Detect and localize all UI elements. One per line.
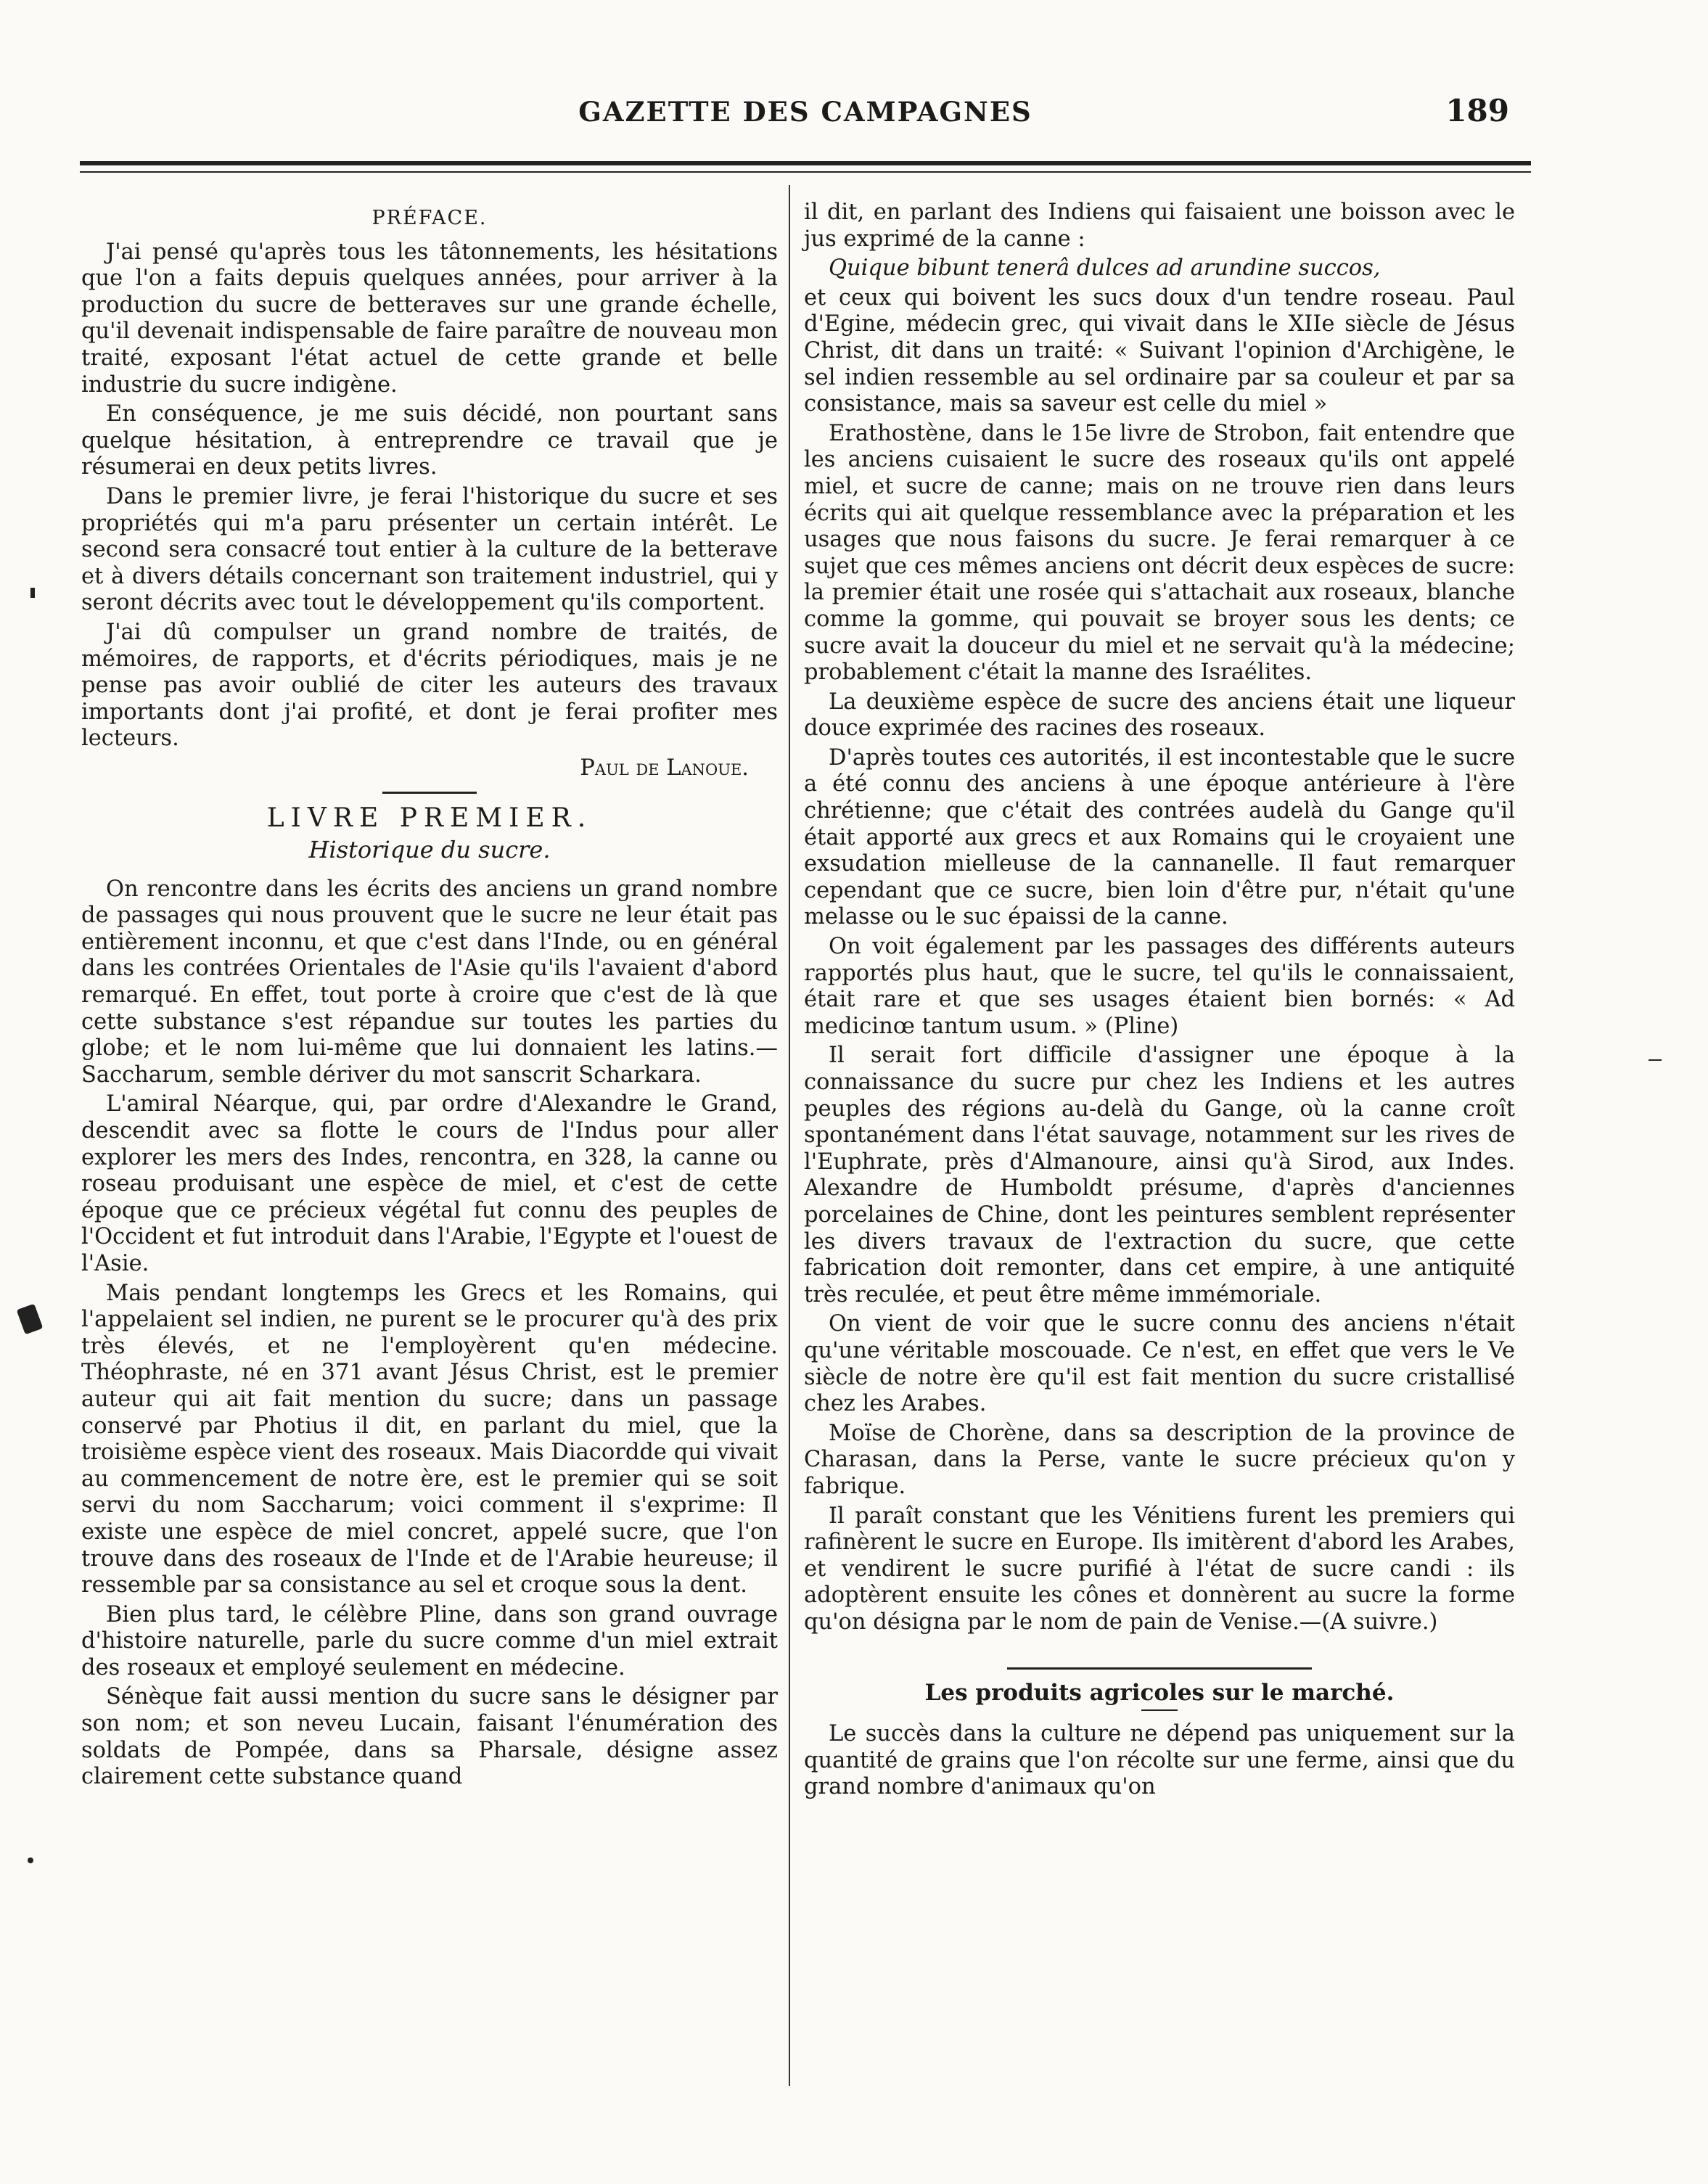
margin-speck	[30, 588, 35, 598]
preface-paragraph: Dans le premier livre, je ferai l'historique du sucre et ses propriétés qui m'a paru présenter un certain intérêt. Le second sera consacré tout entier à la culture de la betterave et à divers détails concernant son traitement industriel, qui y seront décrits avec tout le développement qu'ils comportent.	[81, 483, 778, 616]
margin-speck	[17, 1304, 44, 1335]
preface-paragraph: J'ai dû compulser un grand nombre de traités, de mémoires, de rapports, et d'écrits périodiques, mais je ne pense pas avoir oublié de citer les auteurs des travaux importants dont j'ai profité, et dont je ferai profiter mes lecteurs.	[81, 619, 778, 752]
history-paragraph: L'amiral Néarque, qui, par ordre d'Alexandre le Grand, descendit avec sa flotte le cours de l'Indus pour aller explorer les mers des Indes, rencontra, en 328, la canne ou roseau produisant une espèce de miel, et c'est de cette époque que ce précieux végétal fut connu des peuples de l'Occident et fut introduit dans l'Arabie, l'Egypte et l'ouest de l'Asie.	[81, 1091, 778, 1276]
latin-quote: Quique bibunt tenerâ dulces ad arundine succos,	[829, 255, 1381, 282]
column-divider	[789, 185, 790, 2086]
section-title-rule	[1141, 1709, 1178, 1711]
page-number: 189	[1445, 93, 1509, 128]
book-subtitle: Historique du sucre.	[308, 836, 551, 864]
preface-paragraph: En conséquence, je me suis décidé, non pourtant sans quelque hésitation, à entreprendre ce travail que je résumerai en deux petits livres.	[81, 401, 778, 480]
history-paragraph: Bien plus tard, le célèbre Pline, dans son grand ouvrage d'histoire naturelle, parle du sucre comme d'un miel extrait des roseaux et employé seulement en médecine.	[81, 1601, 778, 1680]
continued-paragraph: il dit, en parlant des Indiens qui faisaient une boisson avec le jus exprimé de la canne :	[804, 200, 1515, 252]
history-paragraph: On rencontre dans les écrits des anciens un grand nombre de passages qui nous prouvent que le sucre ne leur était pas entièrement inconnu, et que c'est dans l'Inde, ou en général dans les contrées Orientales de l'Asie qu'ils l'avaient d'abord remarqué. En effet, tout porte à croire que c'est de là que cette substance s'est répandue sur toutes les parties du globe; et le nom lui-même que lui donnaient les latins.—Saccharum, semble dériver du mot sanscrit Scharkara.	[81, 876, 778, 1088]
history-paragraph: Mais pendant longtemps les Grecs et les Romains, qui l'appelaient sel indien, ne purent se le procurer qu'à des prix très élevés, et ne l'employèrent qu'en médecine. Théophraste, né en 371 avant Jésus Christ, est le premier auteur qui ait fait mention du sucre; dans un passage conservé par Photius il dit, en parlant du miel, que la troisième espèce vient des roseaux. Mais Diacordde qui vivait au commencement de notre ère, est le premier qui se soit servi du nom Saccharum; voici comment il s'exprime: Il existe une espèce de miel concret, appelé sucre, que l'on trouve dans des roseaux de l'Inde et de l'Arabie heureuse; il ressemble par sa consistance au sel et croque sous la dent.	[81, 1280, 778, 1598]
header-rule-thin	[80, 171, 1531, 173]
body-paragraph: La deuxième espèce de sucre des anciens était une liqueur douce exprimée des racines des roseaux.	[804, 689, 1515, 742]
body-paragraph: et ceux qui boivent les sucs doux d'un tendre roseau. Paul d'Egine, médecin grec, qui vivait dans le XIIe siècle de Jésus Christ, dit dans un traité: « Suivant l'opinion d'Archigène, le sel indien ressemble au sel ordinaire par sa couleur et par sa consistance, mais sa saveur est celle du miel »	[804, 284, 1515, 417]
history-paragraph: Sénèque fait aussi mention du sucre sans le désigner par son nom; et son neveu Lucain, faisant l'énumération des soldats de Pompée, dans sa Pharsale, désigne assez clairement cette substance quand	[81, 1684, 778, 1790]
section-paragraph: Le succès dans la culture ne dépend pas uniquement sur la quantité de grains que l'on récolte sur une ferme, ainsi que du grand nombre d'animaux qu'on	[804, 1721, 1515, 1800]
right-column	[804, 200, 1515, 1804]
margin-speck	[1649, 1059, 1662, 1061]
left-column	[81, 200, 778, 1794]
preface-heading: PRÉFACE.	[371, 207, 488, 229]
preface-paragraph: J'ai pensé qu'après tous les tâtonnements, les hésitations que l'on a faits depuis quelques années, pour arriver à la production du sucre de betteraves sur une grande échelle, qu'il devenait indispensable de faire paraître de nouveau mon traité, exposant l'état actuel de cette grande et belle industrie du sucre indigène.	[81, 239, 778, 398]
separator-rule	[382, 792, 477, 794]
section-title: Les produits agricoles sur le marché.	[924, 1680, 1395, 1707]
body-paragraph: Erathostène, dans le 15e livre de Strobon, fait entendre que les anciens cuisaient le sucre des roseaux qu'ils ont appelé miel, et sucre de canne; mais on ne trouve rien dans leurs écrits qui ait quelque ressemblance avec la préparation et les usages que nous faisons du sucre. Je ferai remarquer à ce sujet que ces mêmes anciens ont décrit deux espèces de sucre: la premier était une rosée qui s'attachait aux roseaux, blanche comme la gomme, qui pouvait se broyer sous les dents; ce sucre avait la douceur du miel et ne servait qu'à la médecine; probablement c'était la manne des Israélites.	[804, 420, 1515, 686]
book-title: LIVRE PREMIER.	[266, 803, 593, 834]
header-rule-thick	[80, 161, 1531, 165]
page-header	[80, 86, 1531, 144]
body-paragraph: Il paraît constant que les Vénitiens furent les premiers qui rafinèrent le sucre en Europe. Ils imitèrent d'abord les Arabes, et vendirent le sucre purifié à l'état de sucre candi : ils adoptèrent ensuite les cônes et donnèrent au sucre la forme qu'on désigna par le nom de pain de Venise.—(A suivre.)	[804, 1503, 1515, 1635]
margin-speck	[28, 1857, 33, 1863]
section-separator	[1007, 1667, 1312, 1670]
body-paragraph: On voit également par les passages des différents auteurs rapportés plus haut, que le sucre, tel qu'ils le connaissaient, était rare et que ses usages étaient bien bornés: « Ad medicinœ tantum usum. » (Pline)	[804, 934, 1515, 1039]
body-paragraph: On vient de voir que le sucre connu des anciens n'était qu'une véritable moscouade. Ce n'est, en effet que vers le Ve siècle de notre ère qu'il est fait mention du sucre cristallisé chez les Arabes.	[804, 1311, 1515, 1417]
body-paragraph: D'après toutes ces autorités, il est incontestable que le sucre a été connu des anciens à une époque antérieure à l'ère chrétienne; que c'était des contrées audelà du Gange qu'il était apporté aux grecs et aux Romains qui le croyaient une exsudation mielleuse de la cannanelle. Il faut remarquer cependant que ce sucre, bien loin d'être pur, n'était qu'une melasse ou le suc épaissi de la canne.	[804, 744, 1515, 930]
body-paragraph: Moïse de Chorène, dans sa description de la province de Charasan, dans la Perse, vante le sucre précieux qu'on y fabrique.	[804, 1420, 1515, 1499]
journal-title: GAZETTE DES CAMPAGNES	[578, 96, 1032, 128]
body-paragraph: Il serait fort difficile d'assigner une époque à la connaissance du sucre pur chez les Indiens et les autres peuples des régions au-delà du Gange, où la canne croît spontanément dans l'état sauvage, notamment sur les rives de l'Euphrate, près d'Almanoure, ainsi qu'à Sirod, aux Indes. Alexandre de Humboldt présume, d'après d'anciennes porcelaines de Chine, dont les peintures semblent représenter les divers travaux de l'extraction du sucre, que cette fabrication doit remonter, dans cet empire, à une antiquité très reculée, et peut être même immémoriale.	[804, 1043, 1515, 1307]
author-signature: Paul de Lanoue.	[580, 755, 749, 781]
